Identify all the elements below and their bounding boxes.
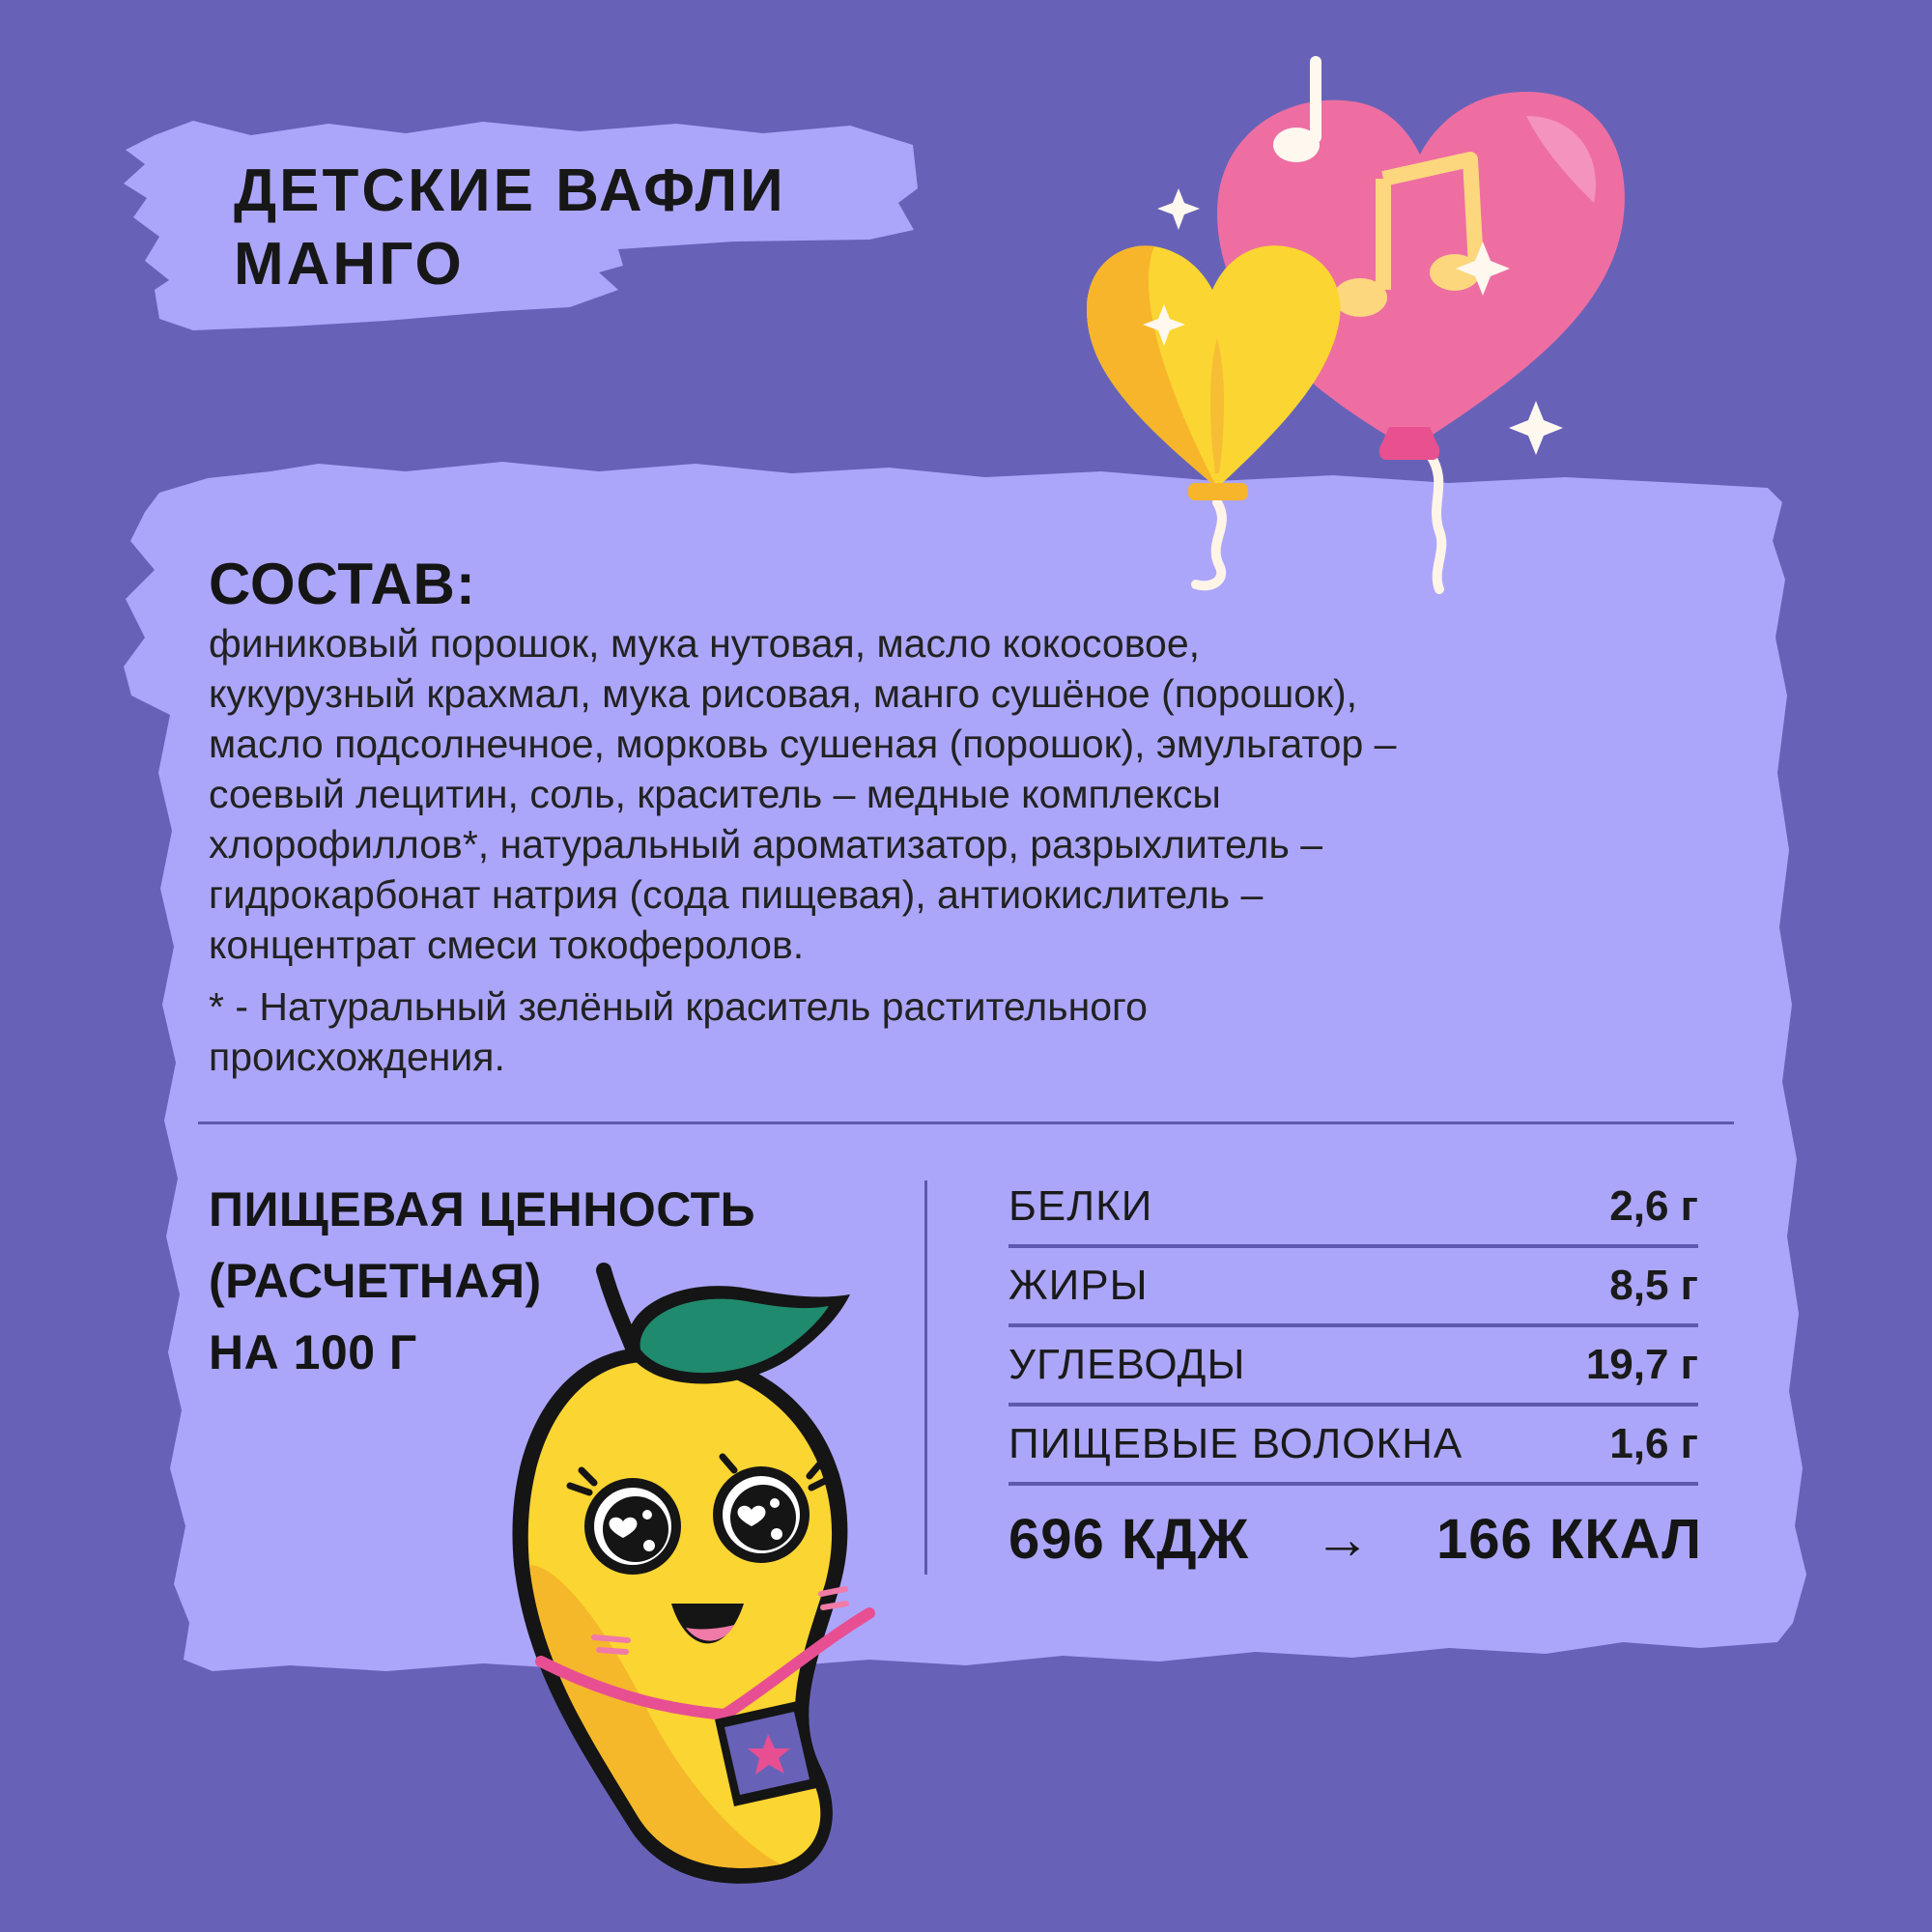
- nutrition-row-carbs: [1009, 1327, 1698, 1406]
- nutrition-title-line: ПИЩЕВАЯ ЦЕННОСТЬ: [209, 1182, 756, 1236]
- composition-heading: СОСТАВ:: [209, 552, 476, 616]
- nutrient-value: 8,5 г: [1609, 1262, 1698, 1309]
- footnote-text: [209, 981, 1148, 1082]
- nutrient-label: ЖИРЫ: [1009, 1262, 1149, 1309]
- ingredients-text: [209, 618, 1716, 970]
- leaf-icon: [627, 1286, 850, 1383]
- nutrient-label: УГЛЕВОДЫ: [1009, 1341, 1246, 1388]
- section-divider: [198, 1122, 1734, 1124]
- ingredients-line: соевый лецитин, соль, краситель – медные комплексы: [209, 772, 1221, 816]
- eye-icon: [713, 1466, 810, 1563]
- nutrition-title-line: (РАСЧЕТНАЯ): [209, 1254, 542, 1308]
- title-line-2: МАНГО: [234, 231, 465, 298]
- footnote-line: происхождения.: [209, 1035, 505, 1079]
- nutrient-value: 2,6 г: [1609, 1182, 1698, 1230]
- ingredients-line: кукурузный крахмал, мука рисовая, манго сушёное (порошок),: [209, 671, 1358, 716]
- mango-mascot-illustration: [502, 1246, 908, 1893]
- heart-balloons-illustration: [1072, 48, 1671, 609]
- nutrient-label: ПИЩЕВЫЕ ВОЛОКНА: [1009, 1420, 1463, 1467]
- nutrient-value: 1,6 г: [1609, 1420, 1698, 1467]
- nutrition-row-fat: [1009, 1248, 1698, 1327]
- ingredients-line: концентрат смеси токоферолов.: [209, 923, 805, 967]
- ingredients-line: масло подсолнечное, морковь сушеная (порошок), эмульгатор –: [209, 722, 1397, 766]
- yellow-heart-balloon-icon: [1087, 245, 1341, 500]
- ingredients-line: финиковый порошок, мука нутовая, масло кокосовое,: [209, 621, 1201, 666]
- energy-kj: 696 КДЖ: [1009, 1508, 1250, 1571]
- energy-kcal: 166 ККАЛ: [1436, 1508, 1702, 1571]
- nutrient-label: БЕЛКИ: [1009, 1182, 1153, 1230]
- arrow-icon: →: [1314, 1508, 1372, 1571]
- title-line-1: ДЕТСКИЕ ВАФЛИ: [234, 157, 786, 224]
- energy-value: [1009, 1507, 1702, 1572]
- nutrition-row-fiber: [1009, 1406, 1698, 1486]
- nutrient-value: 19,7 г: [1585, 1341, 1698, 1388]
- ingredients-line: хлорофиллов*, натуральный ароматизатор, разрыхлитель –: [209, 822, 1323, 867]
- nutrition-table: [1009, 1169, 1698, 1486]
- nutrition-title-line: НА 100 Г: [209, 1325, 417, 1379]
- column-divider: [924, 1180, 927, 1575]
- footnote-line: * - Натуральный зелёный краситель растительного: [209, 984, 1148, 1029]
- bag-icon: [715, 1700, 821, 1806]
- eye-icon: [584, 1478, 681, 1575]
- nutrition-row-protein: [1009, 1169, 1698, 1248]
- product-title: [234, 155, 786, 301]
- ingredients-line: гидрокарбонат натрия (сода пищевая), антиокислитель –: [209, 872, 1264, 917]
